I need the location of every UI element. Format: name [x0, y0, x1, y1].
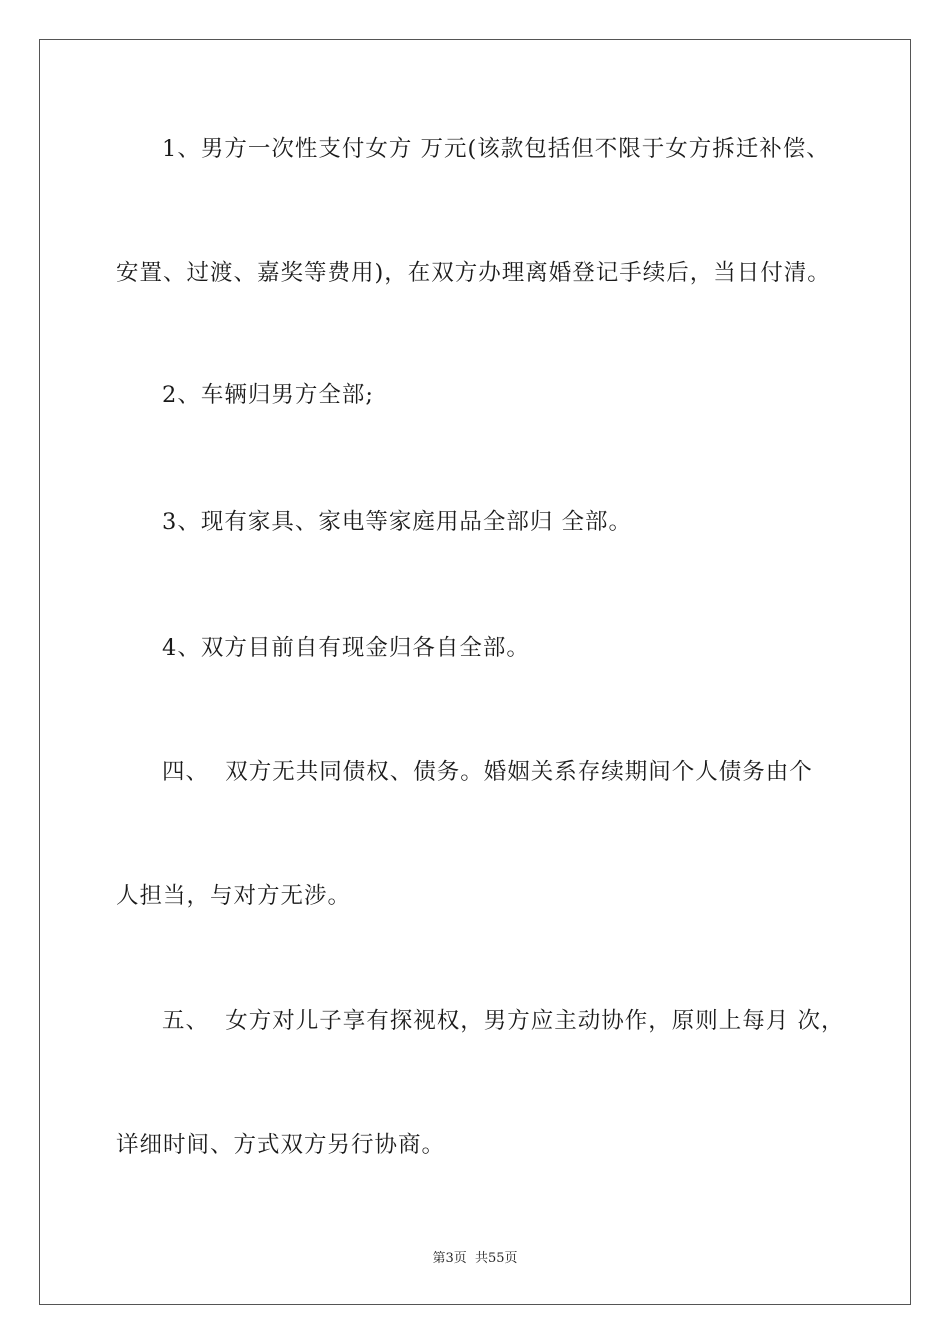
paragraph-line: 五、 女方对儿子享有探视权，男方应主动协作，原则上每月 次， [162, 1008, 845, 1034]
paragraph-line: 四、 双方无共同债权、债务。婚姻关系存续期间个人债务由个 [162, 759, 813, 785]
paragraph-line: 人担当，与对方无涉。 [116, 883, 352, 909]
paragraph-line: 4、双方目前自有现金归各自全部。 [162, 635, 530, 661]
paragraph-line: 3、现有家具、家电等家庭用品全部归 全部。 [162, 509, 632, 535]
paragraph-line: 2、车辆归男方全部; [162, 382, 374, 408]
page-footer: 第3页 共55页 [432, 1251, 518, 1266]
paragraph-line: 安置、过渡、嘉奖等费用)，在双方办理离婚登记手续后，当日付清。 [116, 260, 831, 286]
paragraph-line: 详细时间、方式双方另行协商。 [116, 1132, 446, 1158]
page-border [39, 39, 911, 1305]
paragraph-line: 1、男方一次性支付女方 万元(该款包括但不限于女方拆迁补偿、 [162, 136, 830, 162]
